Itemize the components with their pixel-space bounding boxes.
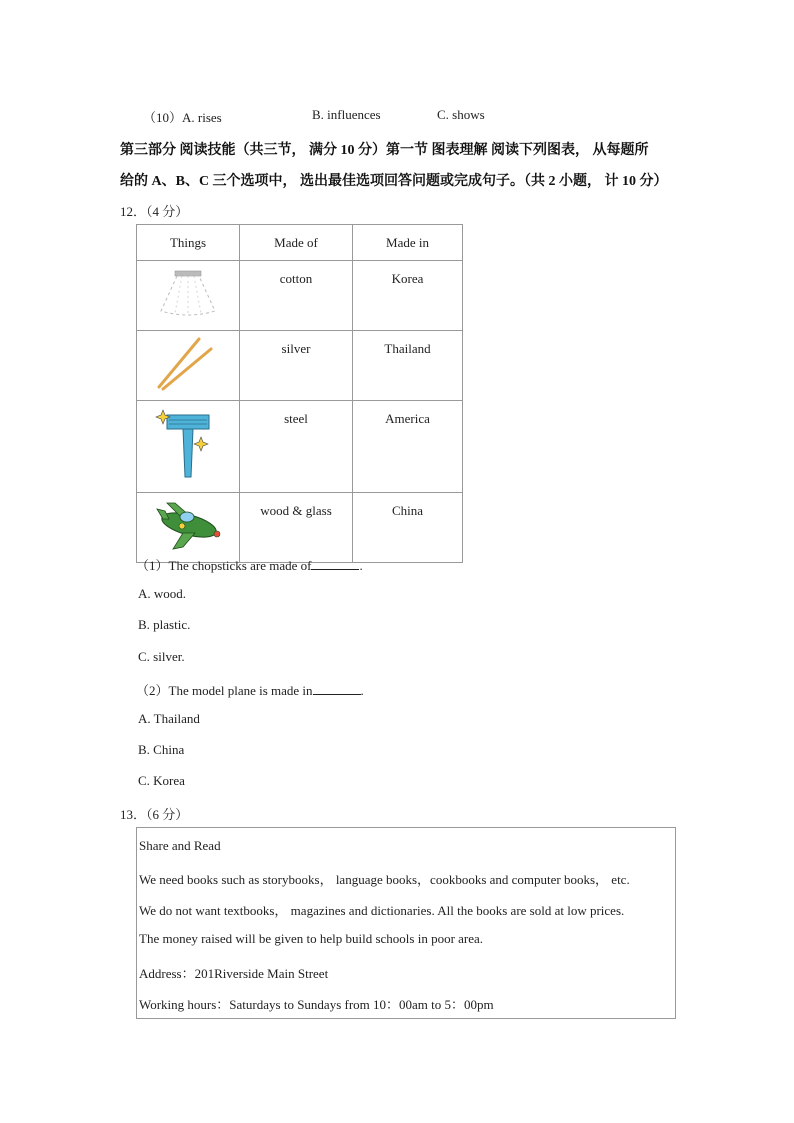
part3-heading-line1: 第三部分 阅读技能（共三节， 满分 10 分）第一节 图表理解 阅读下列图表， 从每题所	[120, 143, 649, 158]
q10-option-b: B. influences	[312, 107, 381, 122]
made-of-text: silver	[281, 341, 311, 356]
things-table	[136, 224, 463, 563]
q12-sub2-option-b: B. China	[138, 742, 185, 757]
notice-line: We do not want textbooks， magazines and dictionaries. All the books are sold at low prices.	[139, 903, 625, 918]
table-header-row	[137, 225, 463, 261]
share-and-read-notice	[136, 827, 676, 1019]
notice-line: We need books such as storybooks， language books，cookbooks and computer books， etc.	[139, 872, 630, 887]
skirt-icon	[137, 261, 239, 326]
notice-working-hours: Working hours：Saturdays to Sundays from 10：00am to 5：00pm	[139, 997, 494, 1012]
table-cell-made-in	[353, 331, 463, 401]
made-in-text: China	[391, 503, 424, 518]
table-header-things: Things	[137, 225, 240, 261]
q12-sub1-stem-end: .	[359, 558, 363, 573]
q12-sub1-option-b: B. plastic.	[138, 617, 191, 632]
razor-icon	[137, 401, 239, 488]
table-cell-made-in	[353, 261, 463, 331]
table-row	[137, 261, 463, 331]
q13-number: 13．（6 分）	[120, 807, 189, 822]
table-cell-made-of	[240, 261, 353, 331]
made-of-text: steel	[284, 411, 308, 426]
table-cell-made-in	[353, 493, 463, 563]
table-header-made-of: Made of	[240, 225, 353, 261]
made-in-text: America	[385, 411, 430, 426]
table-cell-made-of	[240, 493, 353, 563]
q12-sub1-option-a: A. wood.	[138, 586, 187, 601]
q12-sub1-option-c: C. silver.	[138, 649, 185, 664]
q12-sub1-stem-text: （1）The chopsticks are made of	[136, 558, 312, 573]
table-header-made-in: Made in	[353, 225, 463, 261]
table-cell-thing	[137, 401, 240, 493]
notice-address: Address：201Riverside Main Street	[139, 966, 329, 981]
q10-option-c: C. shows	[437, 107, 485, 122]
q12-sub2-stem-text: （2）The model plane is made in	[136, 683, 313, 698]
table-cell-made-in	[353, 401, 463, 493]
part3-heading-line2: 给的 A、B、C 三个选项中， 选出最佳选项回答问题或完成句子。（共 2 小题， 计 10 分）	[120, 174, 668, 189]
chopsticks-icon	[137, 331, 239, 396]
q12-sub2-stem-end: .	[360, 683, 364, 698]
table-cell-thing	[137, 261, 240, 331]
table-cell-thing	[137, 331, 240, 401]
answer-blank[interactable]	[313, 682, 361, 695]
table-row	[137, 401, 463, 493]
q12-number: 12．（4 分）	[120, 204, 189, 219]
q12-sub1-stem	[136, 555, 363, 574]
notice-title: Share and Read	[139, 838, 221, 853]
model-plane-icon	[137, 493, 239, 558]
made-in-text: Thailand	[384, 341, 431, 356]
table-cell-made-of	[240, 401, 353, 493]
table-row	[137, 493, 463, 563]
table-row	[137, 331, 463, 401]
table-cell-thing	[137, 493, 240, 563]
made-of-text: wood & glass	[260, 503, 332, 518]
table-cell-made-of	[240, 331, 353, 401]
made-of-text: cotton	[279, 271, 313, 286]
q10-option-a: （10）A. rises	[143, 110, 222, 125]
notice-line: The money raised will be given to help build schools in poor area.	[139, 931, 484, 946]
q12-sub2-stem	[136, 680, 364, 699]
q12-sub2-option-c: C. Korea	[138, 773, 185, 788]
made-in-text: Korea	[391, 271, 424, 286]
q12-sub2-option-a: A. Thailand	[138, 711, 200, 726]
answer-blank[interactable]	[311, 557, 359, 570]
